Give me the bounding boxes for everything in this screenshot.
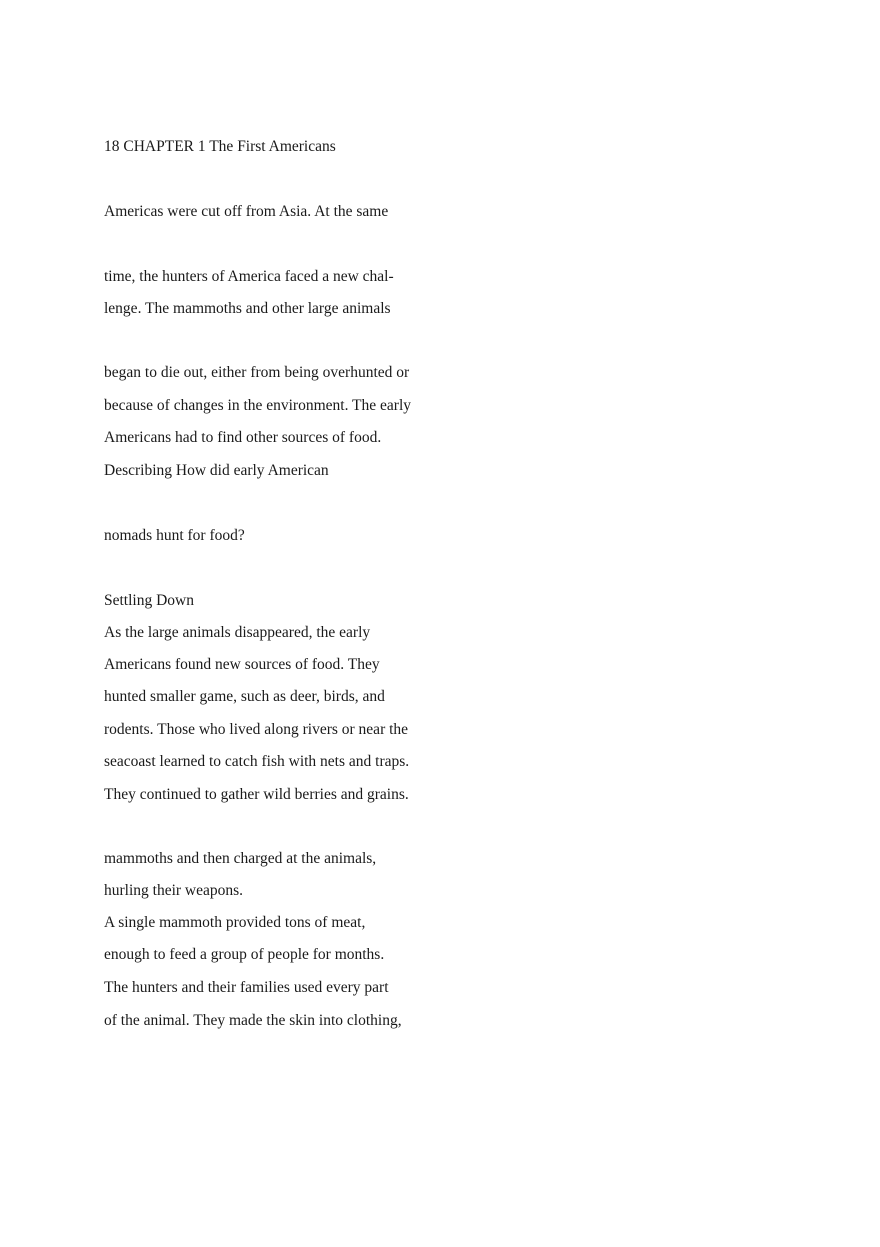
text-line: began to die out, either from being overhunted or [104,364,410,381]
text-line: enough to feed a group of people for months. [104,946,385,963]
text-line: because of changes in the environment. The early [104,397,412,414]
question-prompt: Describing How did early American [104,462,329,479]
text-line: A single mammoth provided tons of meat, [104,914,366,931]
text-line: seacoast learned to catch fish with nets and traps. [104,753,410,770]
text-line: Americans found new sources of food. They [104,656,380,673]
page-header: 18 CHAPTER 1 The First Americans [104,138,336,155]
text-line: They continued to gather wild berries and grains. [104,786,409,803]
text-line: lenge. The mammoths and other large animals [104,300,391,317]
text-line: hurling their weapons. [104,882,244,899]
question-prompt: nomads hunt for food? [104,527,245,544]
text-line: time, the hunters of America faced a new chal- [104,268,394,285]
text-line: The hunters and their families used every part [104,979,389,996]
text-line: rodents. Those who lived along rivers or near the [104,721,409,738]
text-line: hunted smaller game, such as deer, birds, and [104,688,385,705]
text-line: of the animal. They made the skin into clothing, [104,1012,402,1029]
text-line: Americans had to find other sources of food. [104,429,382,446]
text-line: As the large animals disappeared, the early [104,624,371,641]
section-heading: Settling Down [104,592,194,609]
text-line: Americas were cut off from Asia. At the same [104,203,389,220]
text-line: mammoths and then charged at the animals, [104,850,377,867]
